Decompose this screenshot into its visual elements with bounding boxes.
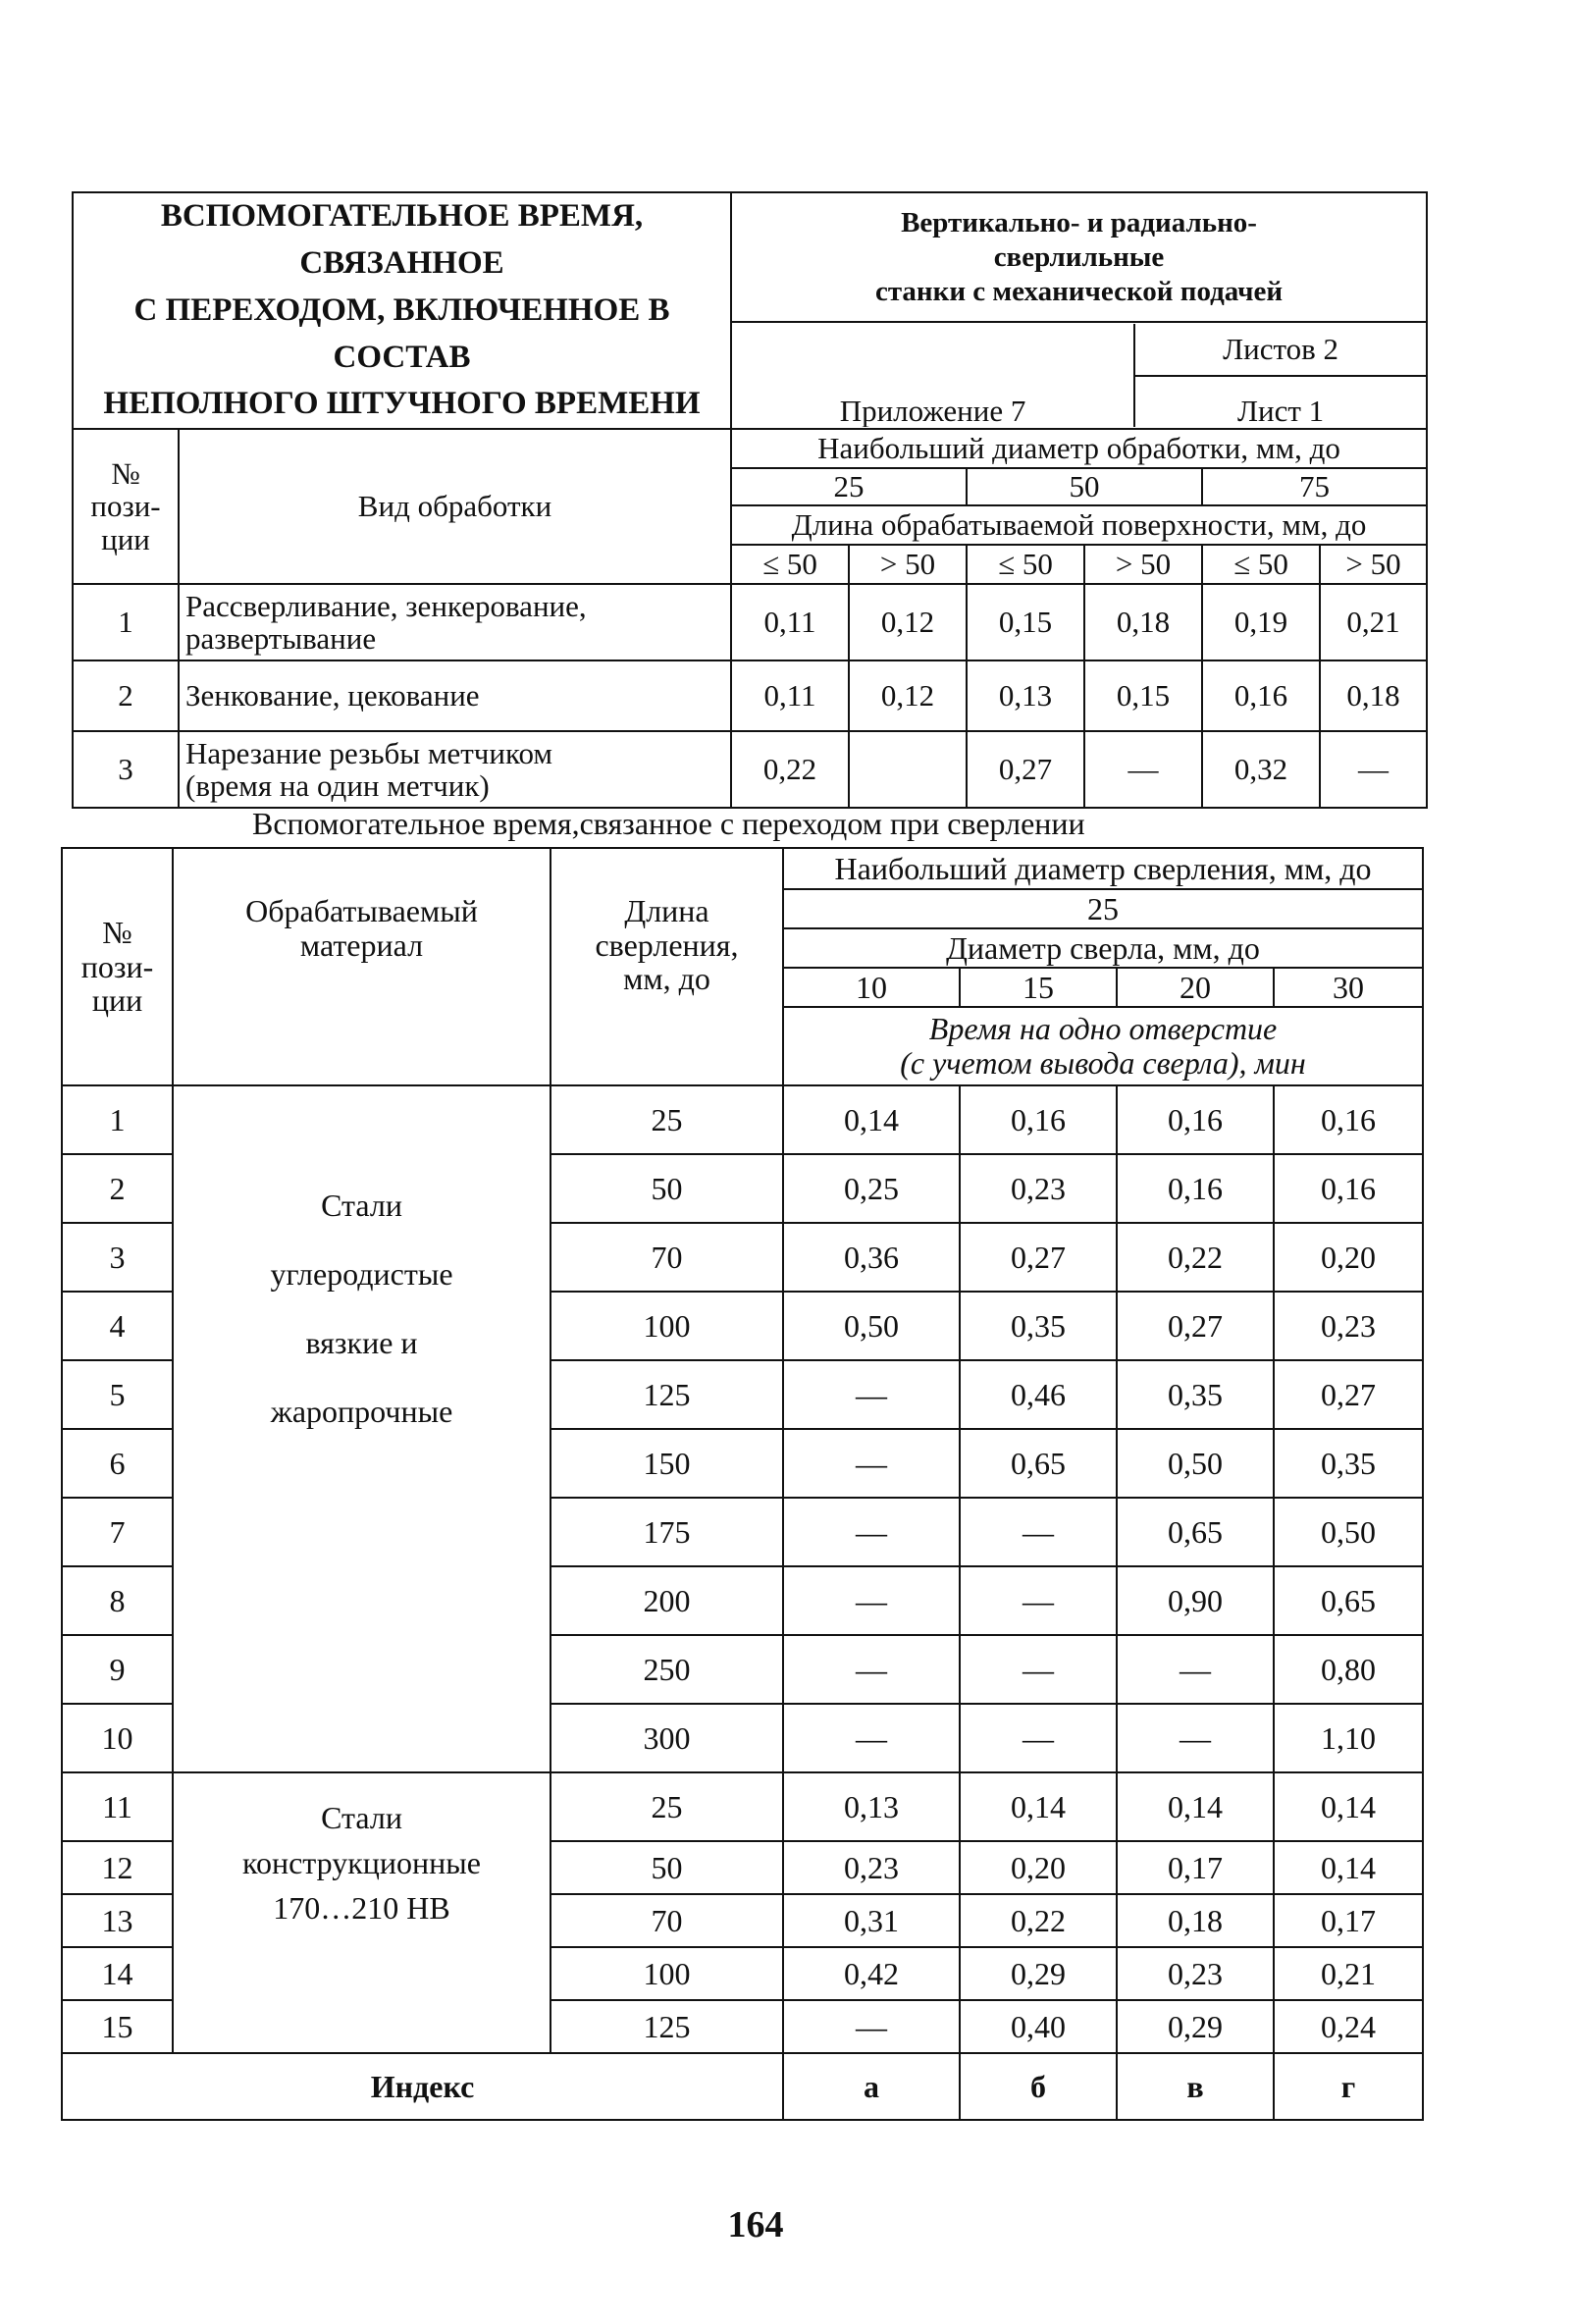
time-value: 0,14 <box>1117 1772 1274 1841</box>
table-row <box>73 584 1427 660</box>
table-caption: Вспомогательное время,связанное с переходом при сверлении <box>252 806 1085 841</box>
value-cell: 0,13 <box>967 660 1084 731</box>
machine-line: сверлильные <box>993 240 1165 273</box>
max-drill-diameter-header: Наибольший диаметр сверления, мм, до <box>783 848 1423 889</box>
time-value: 1,10 <box>1274 1704 1423 1772</box>
length-col: ≤ 50 <box>967 545 1084 584</box>
appendix-spacer <box>732 324 1134 376</box>
value-cell: 0,12 <box>849 584 967 660</box>
time-value: 0,65 <box>1117 1498 1274 1566</box>
sheet-number: Лист 1 <box>1236 393 1325 428</box>
time-value: 0,29 <box>1117 2000 1274 2053</box>
drill-length-header <box>551 848 783 1085</box>
time-value: 0,50 <box>783 1292 960 1360</box>
row-number: 1 <box>73 584 179 660</box>
position-header <box>73 429 179 584</box>
processing-type <box>179 731 731 808</box>
processing-type-line: Рассверливание, зенкерование, <box>185 588 587 623</box>
table-row <box>73 660 1427 731</box>
time-value: — <box>1117 1635 1274 1704</box>
title-line: С ПЕРЕХОДОМ, ВКЛЮЧЕННОЕ В СОСТАВ <box>133 291 670 375</box>
row-number: 13 <box>62 1894 173 1947</box>
row-number: 14 <box>62 1947 173 2000</box>
value-cell: 0,12 <box>849 660 967 731</box>
material-line: вязкие и <box>305 1325 418 1360</box>
drill-length: 200 <box>551 1566 783 1635</box>
time-value: — <box>783 1635 960 1704</box>
index-value: а <box>783 2053 960 2120</box>
index-value: г <box>1274 2053 1423 2120</box>
row-number: 5 <box>62 1360 173 1429</box>
machine-type <box>731 192 1427 322</box>
processing-type <box>179 660 731 731</box>
time-value: 0,50 <box>1274 1498 1423 1566</box>
drill-length-line: сверления, <box>595 926 739 963</box>
time-value: — <box>783 1566 960 1635</box>
time-value: 0,14 <box>1274 1772 1423 1841</box>
material-line: 170…210 НВ <box>273 1890 450 1926</box>
title-line: НЕПОЛНОГО ШТУЧНОГО ВРЕМЕНИ <box>103 386 701 422</box>
value-cell: — <box>1084 731 1202 808</box>
time-value: 0,36 <box>783 1223 960 1292</box>
drill-length: 250 <box>551 1635 783 1704</box>
processing-type <box>179 584 731 660</box>
time-per-hole-header <box>783 1007 1423 1085</box>
time-value: 0,16 <box>960 1085 1117 1154</box>
value-cell: 0,22 <box>731 731 849 808</box>
value-cell: 0,21 <box>1320 584 1427 660</box>
drill-length: 150 <box>551 1429 783 1498</box>
machine-line: станки с механической подачей <box>874 275 1284 307</box>
row-number: 4 <box>62 1292 173 1360</box>
drill-length: 300 <box>551 1704 783 1772</box>
diameter-50: 50 <box>967 468 1202 505</box>
time-label-line: (с учетом вывода сверла), мин <box>900 1045 1306 1081</box>
row-number: 12 <box>62 1841 173 1894</box>
surface-length-header: Длина обрабатываемой поверхности, мм, до <box>731 505 1427 545</box>
time-value: — <box>960 1635 1117 1704</box>
value-cell: 0,15 <box>967 584 1084 660</box>
processing-type-line: (время на один метчик) <box>185 768 490 804</box>
drill-col: 10 <box>783 968 960 1007</box>
time-value: 0,16 <box>1117 1154 1274 1223</box>
time-value: 0,23 <box>1117 1947 1274 2000</box>
drill-length: 70 <box>551 1223 783 1292</box>
material-header-line: Обрабатываемый <box>245 893 478 928</box>
time-value: 0,31 <box>783 1894 960 1947</box>
time-value: 0,27 <box>960 1223 1117 1292</box>
time-label-line: Время на одно отверстие <box>928 1011 1278 1047</box>
appendix-block <box>731 322 1427 429</box>
row-number: 2 <box>73 660 179 731</box>
length-col: > 50 <box>1084 545 1202 584</box>
position-header <box>62 848 173 1085</box>
time-value: 0,14 <box>783 1085 960 1154</box>
drill-length: 50 <box>551 1154 783 1223</box>
processing-type-header: Вид обработки <box>179 429 731 584</box>
time-value: 0,80 <box>1274 1635 1423 1704</box>
time-value: 0,50 <box>1117 1429 1274 1498</box>
value-cell: 0,18 <box>1084 584 1202 660</box>
machine-line: Вертикально- и радиально- <box>901 206 1257 238</box>
value-cell: — <box>1320 731 1427 808</box>
max-drill-diameter-value: 25 <box>783 889 1423 928</box>
time-value: — <box>783 1498 960 1566</box>
material-line: конструкционные <box>242 1845 481 1880</box>
row-number: 15 <box>62 2000 173 2053</box>
material-line: Стали <box>321 1188 402 1223</box>
time-value: 0,16 <box>1117 1085 1274 1154</box>
drill-length: 25 <box>551 1772 783 1841</box>
row-number: 3 <box>73 731 179 808</box>
time-value: 0,42 <box>783 1947 960 2000</box>
time-value: 0,25 <box>783 1154 960 1223</box>
time-value: 0,65 <box>1274 1566 1423 1635</box>
max-diameter-header: Наибольший диаметр обработки, мм, до <box>731 429 1427 468</box>
diameter-25: 25 <box>731 468 967 505</box>
time-value: 0,17 <box>1117 1841 1274 1894</box>
index-row <box>62 2053 1423 2120</box>
row-number: 3 <box>62 1223 173 1292</box>
material-line: Стали <box>321 1800 402 1835</box>
time-value: 0,20 <box>960 1841 1117 1894</box>
page-number: 164 <box>727 2204 784 2245</box>
time-value: 0,18 <box>1117 1894 1274 1947</box>
drill-col: 30 <box>1274 968 1423 1007</box>
time-value: 0,90 <box>1117 1566 1274 1635</box>
index-value: б <box>960 2053 1117 2120</box>
time-value: 0,13 <box>783 1772 960 1841</box>
time-value: 0,27 <box>1117 1292 1274 1360</box>
processing-type-line: Нарезание резьбы метчиком <box>185 735 552 770</box>
row-number: 9 <box>62 1635 173 1704</box>
value-cell: 0,18 <box>1320 660 1427 731</box>
drill-length: 175 <box>551 1498 783 1566</box>
time-value: 0,20 <box>1274 1223 1423 1292</box>
position-header-line: пози- <box>80 948 154 984</box>
sheets-total: Листов 2 <box>1134 324 1426 376</box>
value-cell: 0,15 <box>1084 660 1202 731</box>
index-label: Индекс <box>62 2053 783 2120</box>
row-number: 10 <box>62 1704 173 1772</box>
value-cell: 0,11 <box>731 660 849 731</box>
processing-time-table <box>72 191 1428 809</box>
position-header-line: ции <box>101 521 150 556</box>
table-row <box>62 1772 1423 1841</box>
processing-type-line: развертывание <box>185 621 377 657</box>
value-cell: 0,11 <box>731 584 849 660</box>
title-line: ВСПОМОГАТЕЛЬНОЕ ВРЕМЯ, СВЯЗАННОЕ <box>160 198 644 281</box>
row-number: 11 <box>62 1772 173 1841</box>
material-line: жаропрочные <box>270 1394 453 1429</box>
row-number: 6 <box>62 1429 173 1498</box>
index-value: в <box>1117 2053 1274 2120</box>
material-header-line: материал <box>299 926 424 963</box>
drill-length: 125 <box>551 2000 783 2053</box>
position-header-line: № <box>102 915 132 951</box>
time-value: 0,16 <box>1274 1154 1423 1223</box>
row-number: 1 <box>62 1085 173 1154</box>
time-value: — <box>783 1360 960 1429</box>
drill-length: 50 <box>551 1841 783 1894</box>
time-value: 0,27 <box>1274 1360 1423 1429</box>
appendix-inner <box>732 324 1426 427</box>
drill-length-line: мм, до <box>623 961 710 997</box>
length-col: > 50 <box>1320 545 1427 584</box>
row-number: 2 <box>62 1154 173 1223</box>
material-group-carbon-steels <box>173 1085 551 1772</box>
position-header-line: № <box>111 456 140 492</box>
processing-type-line: Зенкование, цекование <box>185 678 480 713</box>
material-header <box>173 848 551 1085</box>
drill-diameter-header: Диаметр сверла, мм, до <box>783 928 1423 968</box>
time-value: 0,23 <box>1274 1292 1423 1360</box>
time-value: 0,21 <box>1274 1947 1423 2000</box>
value-cell: 0,27 <box>967 731 1084 808</box>
time-value: 0,23 <box>960 1154 1117 1223</box>
appendix-label: Приложение 7 <box>732 376 1134 428</box>
time-value: 0,35 <box>1117 1360 1274 1429</box>
length-col: > 50 <box>849 545 967 584</box>
drill-col: 15 <box>960 968 1117 1007</box>
time-value: 0,40 <box>960 2000 1117 2053</box>
time-value: 0,29 <box>960 1947 1117 2000</box>
value-cell: 0,32 <box>1202 731 1320 808</box>
drill-length: 70 <box>551 1894 783 1947</box>
time-value: — <box>960 1566 1117 1635</box>
value-cell: 0,19 <box>1202 584 1320 660</box>
length-col: ≤ 50 <box>1202 545 1320 584</box>
time-value: 0,24 <box>1274 2000 1423 2053</box>
position-header-line: пози- <box>90 489 161 524</box>
drill-length: 125 <box>551 1360 783 1429</box>
time-value: 0,14 <box>960 1772 1117 1841</box>
time-value: 0,17 <box>1274 1894 1423 1947</box>
time-value: — <box>783 2000 960 2053</box>
time-value: — <box>960 1704 1117 1772</box>
time-value: 0,46 <box>960 1360 1117 1429</box>
row-number: 7 <box>62 1498 173 1566</box>
diameter-75: 75 <box>1202 468 1427 505</box>
time-value: 0,16 <box>1274 1085 1423 1154</box>
document-title <box>73 192 731 429</box>
drill-length-line: Длина <box>624 893 709 928</box>
length-col: ≤ 50 <box>731 545 849 584</box>
value-cell <box>849 731 967 808</box>
time-value: 0,14 <box>1274 1841 1423 1894</box>
time-value: — <box>960 1498 1117 1566</box>
time-value: 0,23 <box>783 1841 960 1894</box>
table-row <box>62 1085 1423 1154</box>
drill-length: 25 <box>551 1085 783 1154</box>
time-value: — <box>783 1704 960 1772</box>
time-value: 0,65 <box>960 1429 1117 1498</box>
time-value: 0,22 <box>1117 1223 1274 1292</box>
time-value: 0,35 <box>960 1292 1117 1360</box>
time-value: — <box>1117 1704 1274 1772</box>
position-header-line: ции <box>91 982 143 1019</box>
material-group-structural-steels <box>173 1772 551 2053</box>
table-row <box>73 731 1427 808</box>
drilling-time-table <box>61 847 1424 2121</box>
drill-col: 20 <box>1117 968 1274 1007</box>
drill-length: 100 <box>551 1947 783 2000</box>
drill-length: 100 <box>551 1292 783 1360</box>
row-number: 8 <box>62 1566 173 1635</box>
time-value: 0,35 <box>1274 1429 1423 1498</box>
time-value: — <box>783 1429 960 1498</box>
value-cell: 0,16 <box>1202 660 1320 731</box>
material-line: углеродистые <box>270 1256 453 1292</box>
time-value: 0,22 <box>960 1894 1117 1947</box>
